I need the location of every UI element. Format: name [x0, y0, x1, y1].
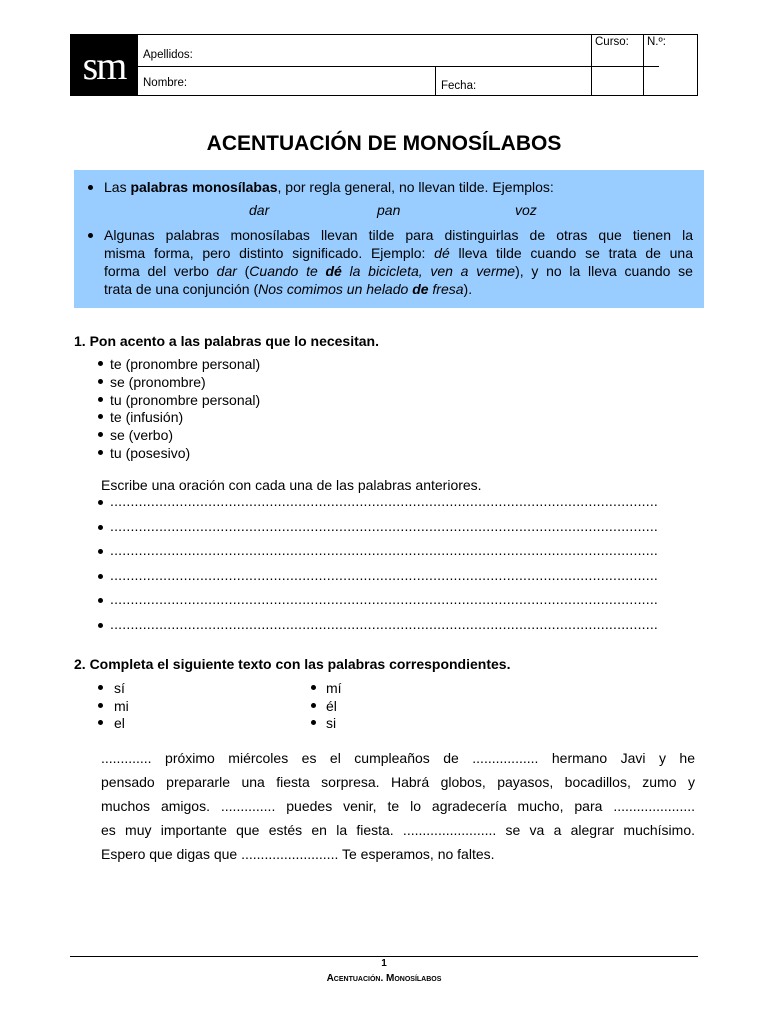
word-option: mí: [326, 680, 342, 696]
list-item: tu (posesivo): [110, 445, 191, 461]
header-divider: [643, 35, 644, 95]
answer-line[interactable]: ......................................................................................................................................: [110, 493, 659, 509]
word-option: mi: [114, 698, 129, 714]
bullet-icon: [98, 361, 103, 366]
word-option: si: [326, 715, 337, 731]
header-divider: [137, 35, 138, 95]
page-number: 1: [381, 958, 387, 969]
bullet-icon: [311, 720, 316, 725]
sm-logo: sm: [71, 35, 137, 95]
rule-bullet-1: [104, 178, 699, 196]
answer-line[interactable]: ......................................................................................................................................: [110, 616, 659, 632]
bullet-icon: [311, 703, 316, 708]
answer-line[interactable]: ......................................................................................................................................: [110, 542, 659, 558]
example-word: dar: [249, 202, 270, 218]
fill-in-text[interactable]: [101, 746, 695, 866]
question-2-title: 2. Completa el siguiente texto con las palabras correspondientes.: [74, 656, 511, 672]
bullet-icon: [98, 450, 103, 455]
word-option: el: [114, 715, 125, 731]
fecha-label: Fecha:: [441, 80, 477, 92]
bullet-icon: [311, 685, 316, 690]
footer-divider: [70, 956, 698, 957]
list-item: se (verbo): [110, 427, 174, 443]
header-divider: [435, 66, 436, 95]
bullet-icon: [88, 185, 93, 190]
rule-text: Las: [104, 179, 131, 195]
bullet-icon: [98, 525, 103, 530]
text-line: muchos amigos. .............. puedes venir, te lo agradecería mucho, para .....................: [101, 798, 695, 814]
apellidos-label: Apellidos:: [143, 49, 193, 61]
rule-text-bold: palabras monosílabas: [130, 179, 278, 195]
question-1-instruction: Escribe una oración con cada una de las palabras anteriores.: [101, 477, 482, 493]
text-line: pensado prepararle una fiesta sorpresa. Habrá globos, payasos, bocadillos, zumo y: [101, 774, 695, 790]
nombre-label: Nombre:: [143, 77, 188, 89]
list-item: tu (pronombre personal): [110, 392, 261, 408]
bullet-icon: [98, 703, 103, 708]
example-word: voz: [515, 202, 537, 218]
list-item: te (pronombre personal): [110, 356, 261, 372]
answer-line[interactable]: ......................................................................................................................................: [110, 591, 659, 607]
answer-line[interactable]: ......................................................................................................................................: [110, 518, 659, 534]
example-word: pan: [377, 202, 401, 218]
rule-text-line: forma del verbo dar (Cuando te dé la bicicleta, ven a verme), y no la lleva cuando se: [104, 263, 693, 279]
student-info-header: [70, 34, 698, 96]
rule-text: Algunas palabras monosílabas llevan tilde para distinguirlas de otras que tienen la: [104, 227, 693, 243]
answer-line[interactable]: ......................................................................................................................................: [110, 567, 659, 583]
bullet-icon: [88, 233, 93, 238]
rule-text-line: misma forma, pero distinto significado. Ejemplo: dé lleva tilde cuando se trata de una: [104, 245, 693, 261]
bullet-icon: [98, 414, 103, 419]
text-line: es muy importante que estés en la fiesta. ........................ se va a alegrar muchísimo.: [101, 822, 695, 838]
bullet-icon: [98, 432, 103, 437]
list-item: te (infusión): [110, 409, 184, 425]
bullet-icon: [98, 598, 103, 603]
list-item: se (pronombre): [110, 374, 206, 390]
text-line: Espero que digas que ......................... Te esperamos, no faltes.: [101, 846, 495, 862]
header-divider: [137, 66, 659, 67]
bullet-icon: [98, 500, 103, 505]
bullet-icon: [98, 623, 103, 628]
question-1-title: 1. Pon acento a las palabras que lo necesitan.: [74, 333, 379, 349]
word-option: él: [326, 698, 337, 714]
text-line: ............. próximo miércoles es el cumpleaños de ................. hermano Javi y he: [101, 750, 695, 766]
numero-label: N.º:: [647, 36, 666, 48]
bullet-icon: [98, 549, 103, 554]
rule-bullet-2: [104, 226, 693, 298]
curso-label: Curso:: [595, 36, 629, 48]
bullet-icon: [98, 397, 103, 402]
word-option: sí: [114, 680, 125, 696]
rule-text: , por regla general, no llevan tilde. Ejemplos:: [277, 179, 554, 195]
bullet-icon: [98, 720, 103, 725]
page-title: ACENTUACIÓN DE MONOSÍLABOS: [206, 132, 562, 155]
rule-info-box: [74, 170, 704, 308]
rule-text-line: trata de una conjunción (Nos comimos un helado de fresa).: [104, 281, 473, 297]
bullet-icon: [98, 379, 103, 384]
header-divider: [591, 35, 592, 95]
footer-title: Acentuación. Monosílabos: [326, 973, 442, 984]
bullet-icon: [98, 574, 103, 579]
bullet-icon: [98, 685, 103, 690]
